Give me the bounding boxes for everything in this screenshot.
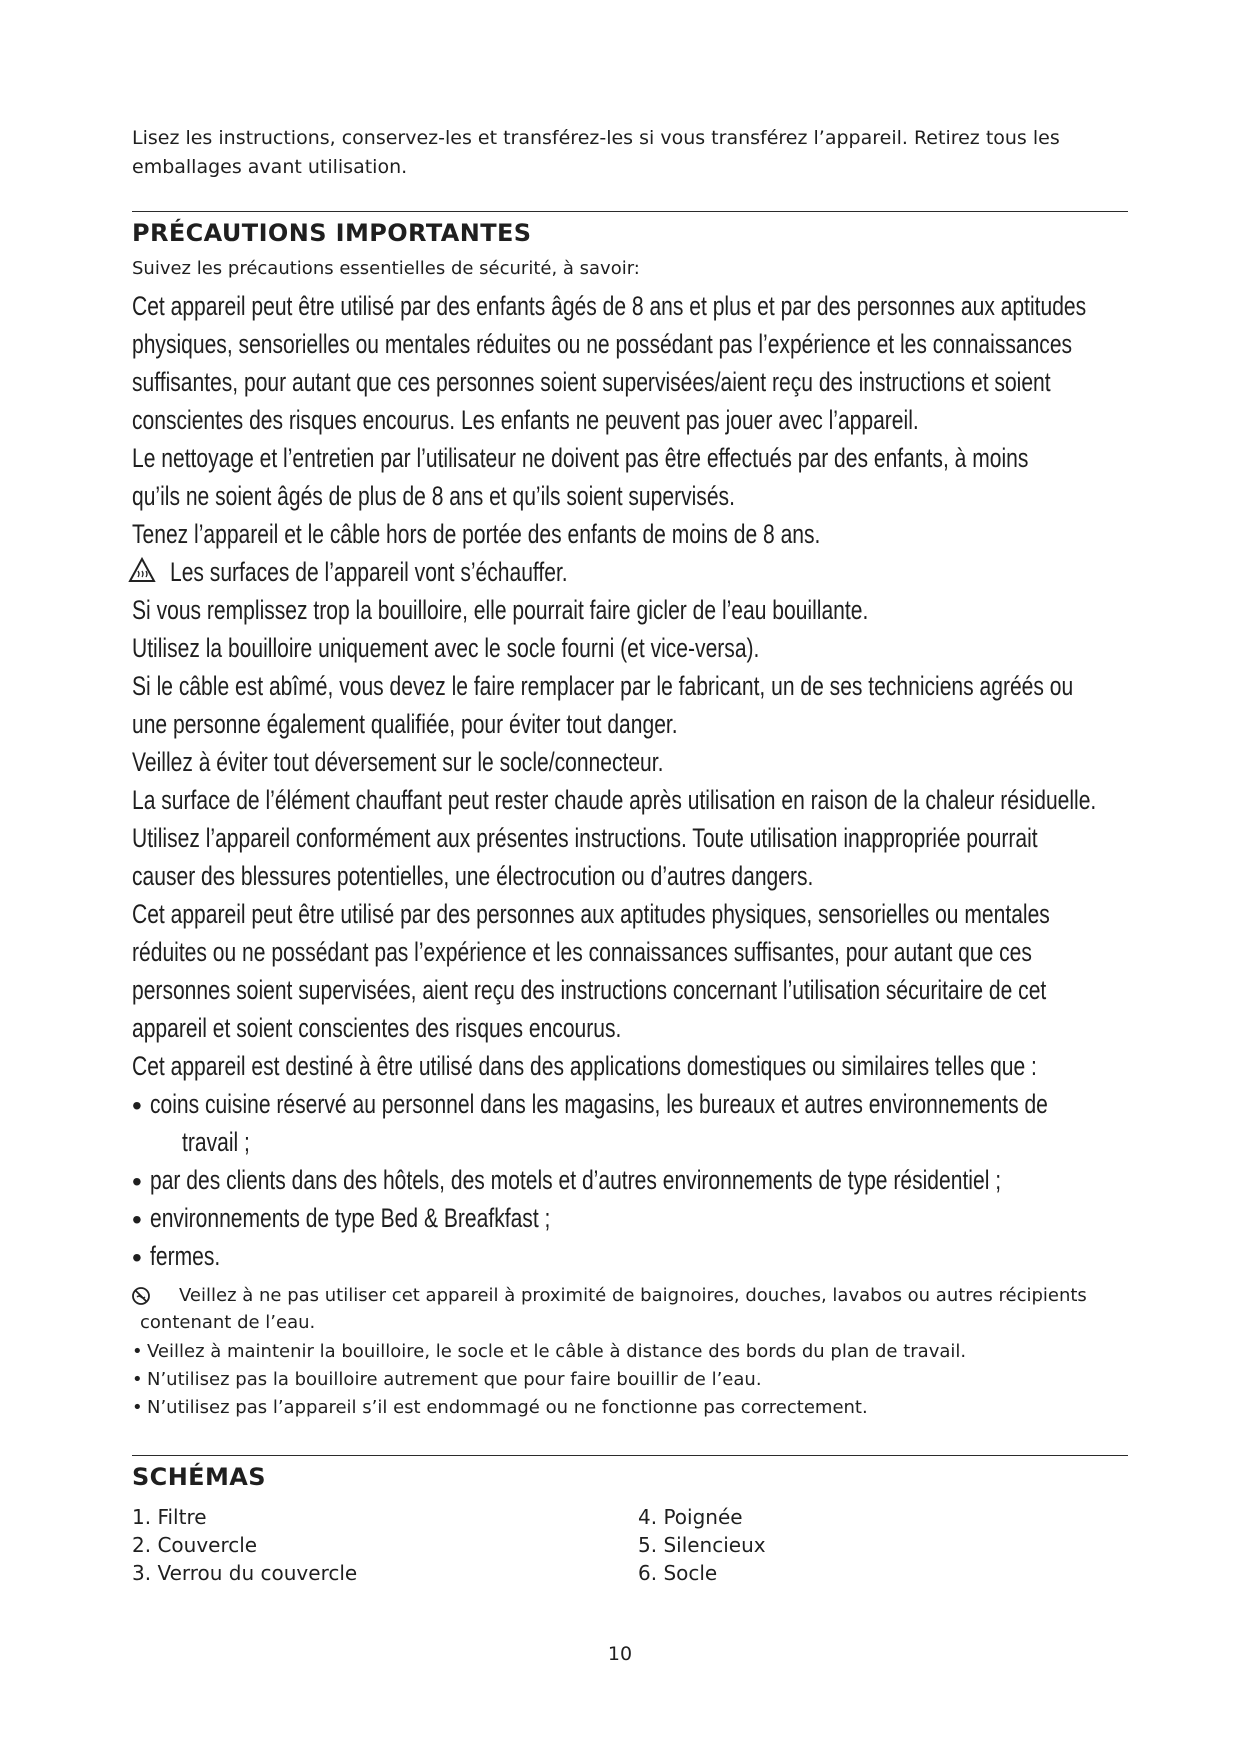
schema-item: 1. Filtre: [132, 1505, 207, 1529]
bullet-item: par des clients dans des hôtels, des motels et d’autres environnements de type résidentiel ;: [150, 1165, 1002, 1195]
hot-surface-warning-icon: [128, 557, 156, 583]
precaution-line: Les surfaces de l’appareil vont s’échauffer.: [170, 557, 568, 587]
precaution-line: Cet appareil peut être utilisé par des enfants âgés de 8 ans et plus et par des personnes aux aptitudes: [132, 291, 1087, 321]
precaution-line: Cet appareil est destiné à être utilisé dans des applications domestiques ou similaires telles que :: [132, 1051, 1037, 1081]
schemas-heading: SCHÉMAS: [132, 1463, 266, 1491]
bullet-marker: •: [132, 1397, 143, 1418]
bullet-item: environnements de type Bed & Breafkfast ;: [150, 1203, 551, 1233]
intro-text: Lisez les instructions, conservez-les et transférez-les si vous transférez l’appareil. Retirez tous les emballages avant utilisation.: [132, 127, 1060, 178]
precaution-line: Si le câble est abîmé, vous devez le faire remplacer par le fabricant, un de ses techniciens agréés ou: [132, 671, 1074, 701]
no-water-icon: [131, 1286, 151, 1306]
precaution-line: Cet appareil peut être utilisé par des personnes aux aptitudes physiques, sensorielles ou mentales: [132, 899, 1050, 929]
precaution-line: physiques, sensorielles ou mentales réduites ou ne possédant pas l’expérience et les connaissances: [132, 329, 1073, 359]
small-precaution-line: Veillez à ne pas utiliser cet appareil à proximité de baignoires, douches, lavabos ou autres récipients: [179, 1285, 1087, 1306]
precaution-line: Si vous remplissez trop la bouilloire, elle pourrait faire gicler de l’eau bouillante.: [132, 595, 869, 625]
precaution-line: Utilisez la bouilloire uniquement avec le socle fourni (et vice-versa).: [132, 633, 760, 663]
precaution-line: La surface de l’élément chauffant peut rester chaude après utilisation en raison de la chaleur résiduelle.: [132, 785, 1097, 815]
precaution-line: appareil et soient conscientes des risques encourus.: [132, 1013, 622, 1043]
precaution-line: Tenez l’appareil et le câble hors de portée des enfants de moins de 8 ans.: [132, 519, 821, 549]
bullet-marker: •: [132, 1242, 142, 1273]
precautions-heading: PRÉCAUTIONS IMPORTANTES: [132, 219, 532, 247]
section-divider: [132, 1455, 1128, 1456]
bullet-item-continuation: travail ;: [182, 1127, 250, 1157]
bullet-item: coins cuisine réservé au personnel dans les magasins, les bureaux et autres environnements de: [150, 1089, 1048, 1119]
small-precaution-line: N’utilisez pas l’appareil s’il est endommagé ou ne fonctionne pas correctement.: [147, 1397, 868, 1418]
precautions-subtitle: Suivez les précautions essentielles de sécurité, à savoir:: [132, 258, 640, 279]
schema-item: 5. Silencieux: [638, 1533, 766, 1557]
small-precaution-line: contenant de l’eau.: [140, 1312, 316, 1333]
precaution-line: Le nettoyage et l’entretien par l’utilisateur ne doivent pas être effectués par des enfants, à moins: [132, 443, 1029, 473]
precaution-line: Utilisez l’appareil conformément aux présentes instructions. Toute utilisation inappropriée pourrait: [132, 823, 1038, 853]
precaution-line: suffisantes, pour autant que ces personnes soient supervisées/aient reçu des instructions et soient: [132, 367, 1051, 397]
schema-item: 2. Couvercle: [132, 1533, 258, 1557]
small-precaution-line: N’utilisez pas la bouilloire autrement que pour faire bouillir de l’eau.: [147, 1369, 762, 1390]
schema-item: 4. Poignée: [638, 1505, 743, 1529]
precaution-line: une personne également qualifiée, pour éviter tout danger.: [132, 709, 678, 739]
precaution-line: qu’ils ne soient âgés de plus de 8 ans et qu’ils soient supervisés.: [132, 481, 735, 511]
schema-item: 3. Verrou du couvercle: [132, 1561, 358, 1585]
bullet-marker: •: [132, 1369, 143, 1390]
precaution-line: personnes soient supervisées, aient reçu des instructions concernant l’utilisation sécuritaire de cet: [132, 975, 1047, 1005]
schema-item: 6. Socle: [638, 1561, 718, 1585]
bullet-item: fermes.: [150, 1241, 221, 1271]
precaution-line: conscientes des risques encourus. Les enfants ne peuvent pas jouer avec l’appareil.: [132, 405, 919, 435]
small-precaution-line: Veillez à maintenir la bouilloire, le socle et le câble à distance des bords du plan de travail.: [147, 1341, 967, 1362]
bullet-marker: •: [132, 1090, 142, 1121]
bullet-marker: •: [132, 1204, 142, 1235]
precaution-line: Veillez à éviter tout déversement sur le socle/connecteur.: [132, 747, 664, 777]
section-divider: [132, 211, 1128, 212]
bullet-marker: •: [132, 1166, 142, 1197]
precaution-line: causer des blessures potentielles, une électrocution ou d’autres dangers.: [132, 861, 814, 891]
page-number: 10: [607, 1643, 633, 1665]
bullet-marker: •: [132, 1341, 143, 1362]
precaution-line: réduites ou ne possédant pas l’expérience et les connaissances suffisantes, pour autant que ces: [132, 937, 1032, 967]
